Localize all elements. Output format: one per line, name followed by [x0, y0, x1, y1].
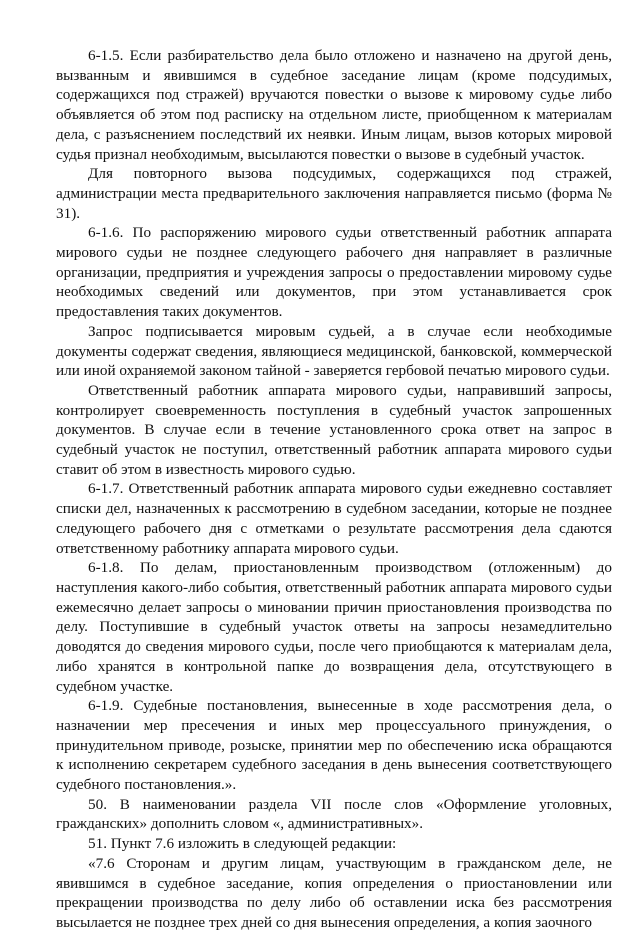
paragraph-7-6: «7.6 Сторонам и другим лицам, участвующим в гражданском деле, не явившимся в судебное заседание, копия определения о приостановлении или прекращении производства по делу либо об оставлении иска без рассмотрения высылается не позднее трех дней со дня вынесения определения, а копия заочного — [56, 854, 612, 931]
paragraph-6-1-7: 6-1.7. Ответственный работник аппарата мирового судьи ежедневно составляет списки дел, назначенных к рассмотрению в судебном заседании, которые не позднее следующего рабочего дня с отметками о результате рассмотрения дела сдаются ответственному работнику аппарата мирового судьи. — [56, 480, 612, 557]
paragraph-request-control: Ответственный работник аппарата мирового судьи, направивший запросы, контролирует своевременность поступления в судебный участок запрошенных документов. В случае если в течение установленного срока ответ на запрос в судебный участок не поступил, ответственный работник аппарата мирового судьи ставит об этом в известность мирового судью. — [56, 381, 612, 478]
paragraph-item-51: 51. Пункт 7.6 изложить в следующей редакции: — [88, 835, 397, 853]
paragraph-6-1-5: 6-1.5. Если разбирательство дела было отложено и назначено на другой день, вызванным и явившимся в судебное заседание лицам (кроме подсудимых, содержащихся под стражей) вручаются повестки о вызове к мировому судье либо объявляется об этом под расписку на отдельном листе, приобщенном к материалам дела, с разъяснением последствий их неявки. Иным лицам, вызов которых мировой судья признал необходимым, высылаются повестки о вызове в судебный участок. — [56, 47, 612, 163]
paragraph-6-1-9: 6-1.9. Судебные постановления, вынесенные в ходе рассмотрения дела, о назначении мер пресечения и иных мер процессуального принуждения, о принудительном приводе, розыске, принятии мер по обеспечению иска обращаются к исполнению секретарем судебного заседания в день вынесения соответствующего судебного постановления.». — [56, 697, 612, 794]
paragraph-request-signature: Запрос подписывается мировым судьей, а в случае если необходимые документы содержат сведения, являющиеся медицинской, банковской, коммерческой или иной охраняемой законом тайной - заверяется гербовой печатью мирового судьи. — [56, 322, 612, 380]
paragraph-repeat-summons: Для повторного вызова подсудимых, содержащихся под стражей, администрации места предварительного заключения направляется письмо (форма № 31). — [56, 165, 612, 222]
paragraph-6-1-6: 6-1.6. По распоряжению мирового судьи ответственный работник аппарата мирового судьи не позднее следующего рабочего дня направляет в различные организации, предприятия и учреждения запросы о предоставлении мировому судье необходимых сведений или документов, при этом устанавливается срок предоставления таких документов. — [56, 224, 612, 321]
paragraph-item-50: 50. В наименовании раздела VII после слов «Оформление уголовных, гражданских» дополнить словом «, административных». — [56, 795, 612, 833]
paragraph-6-1-8: 6-1.8. По делам, приостановленным производством (отложенным) до наступления какого-либо события, ответственный работник аппарата мирового судьи ежемесячно делает запросы о миновании причин приостановления производства по делу. Поступившие в судебный участок ответы на запросы незамедлительно доводятся до сведения мирового судьи, после чего приобщаются к материалам дела, либо хранятся в контрольной папке до возвращения дела, отсутствующего в судебном участке. — [56, 559, 612, 695]
